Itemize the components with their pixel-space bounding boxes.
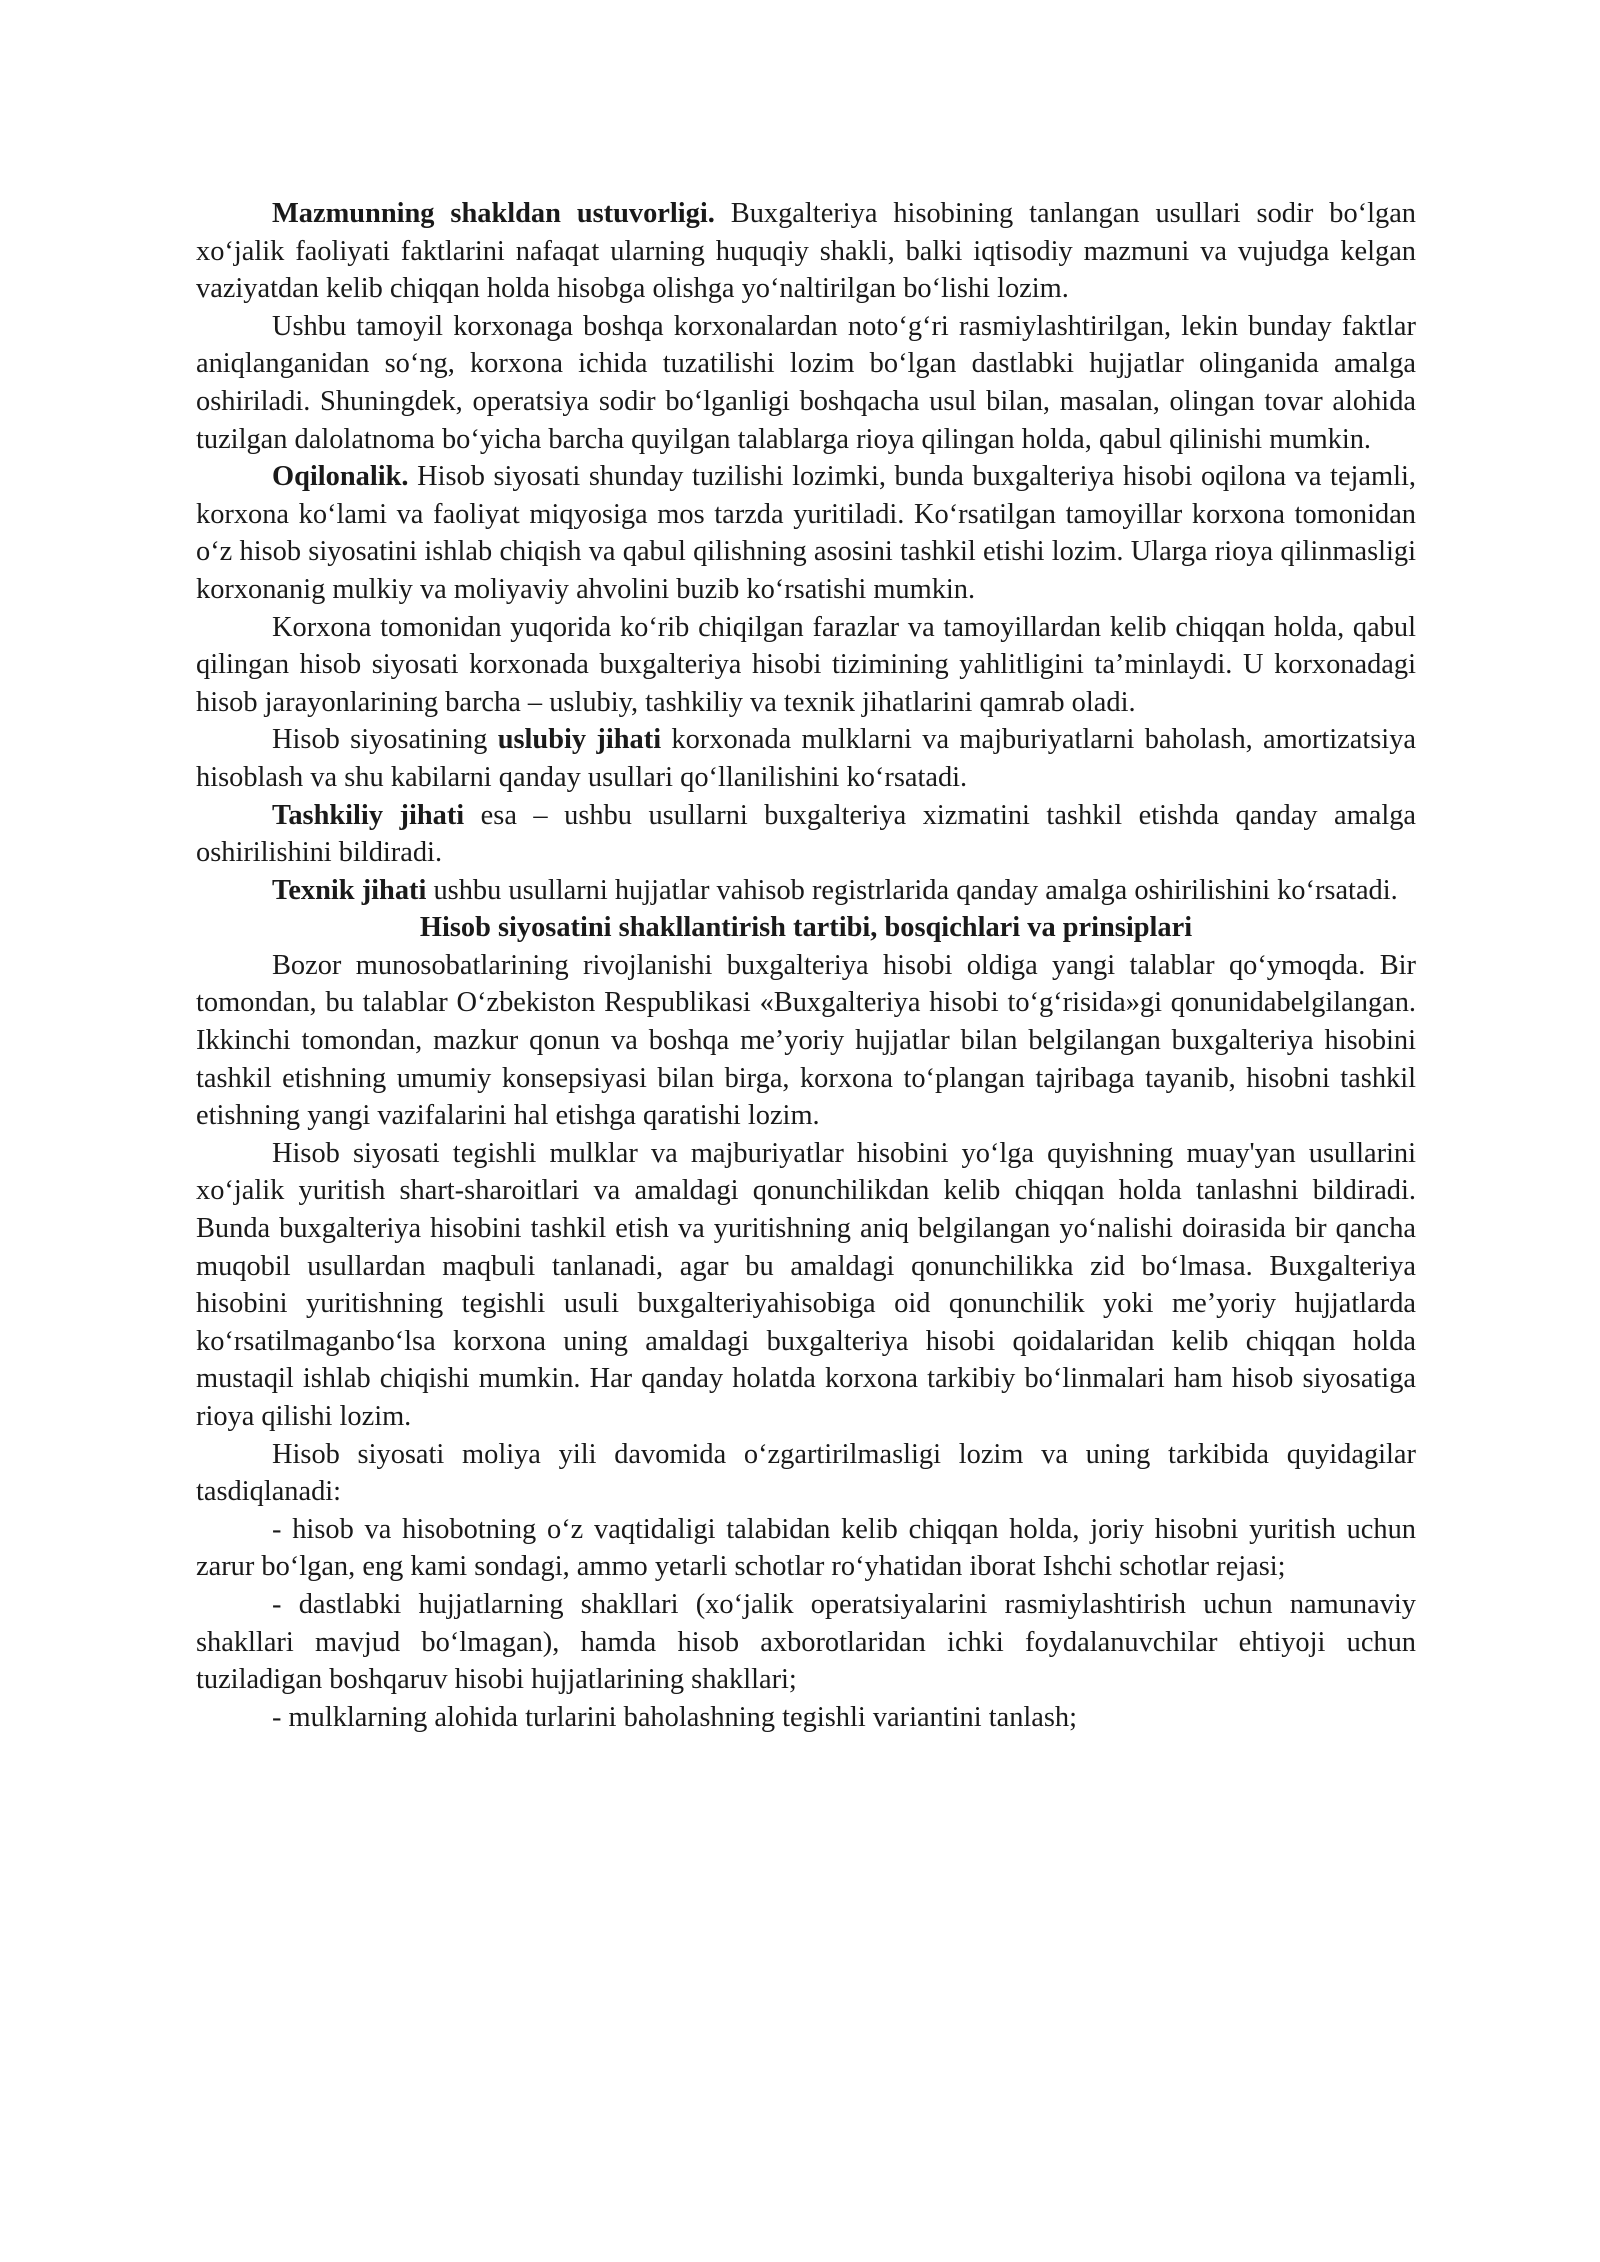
paragraph-substance-over-form	[196, 195, 1416, 308]
paragraph-policy-selection: Hisob siyosati tegishli mulklar va majburiyatlar hisobini yo‘lga quyishning muay'yan usullarini xo‘jalik yuritish shart-sharoitlari va amaldagi qonunchilikdan kelib chiqqan holda tanlashni bildiradi. Bunda buxgalteriya hisobini tashkil etish va yuritishning aniq belgilangan yo‘nalishi doirasida bir qancha muqobil usullardan maqbuli tanlanadi, agar bu amaldagi qonunchilikka zid bo‘lmasa. Buxgalteriya hisobini yuritishning tegishli usuli buxgalteriyahisobiga oid qonunchilik yoki me’yoriy hujjatlarda ko‘rsatilmaganbo‘lsa korxona uning amaldagi buxgalteriya hisobi qoidalaridan kelib chiqqan holda mustaqil ishlab chiqishi mumkin. Har qanday holatda korxona tarkibiy bo‘linmalari ham hisob siyosatiga rioya qilishi lozim.	[196, 1137, 1416, 1432]
paragraph-policy-contents: Hisob siyosati moliya yili davomida o‘zgartirilmasligi lozim va uning tarkibida quyidagilar tasdiqlanadi:	[196, 1438, 1416, 1508]
paragraph-text: Hisob siyosatining	[272, 724, 498, 756]
term-rationality: Oqilonalik.	[272, 461, 409, 493]
paragraph-text: ushbu usullarni hujjatlar vahisob registrlarida qanday amalga oshirilishini ko‘rsatadi.	[426, 874, 1398, 906]
term-substance-over-form: Mazmunning shakldan ustuvorligi.	[272, 198, 715, 229]
paragraph-text: esa – ushbu usullarni buxgalteriya xizmatini tashkil etishda qanday amalga oshirilishini bildiradi.	[196, 799, 1416, 869]
paragraph-accounting-policy-integrity: Korxona tomonidan yuqorida ko‘rib chiqilgan farazlar va tamoyillardan kelib chiqqan holda, qabul qilingan hisob siyosati korxonada buxgalteriya hisobi tizimining yahlitligini ta’minlaydi. U korxonadagi hisob jarayonlarining barcha – uslubiy, tashkiliy va texnik jihatlarini qamrab oladi.	[196, 611, 1416, 718]
paragraph-market-relations: Bozor munosobatlarining rivojlanishi buxgalteriya hisobi oldiga yangi talablar qo‘ymoqda. Bir tomondan, bu talablar O‘zbekiston Respublikasi «Buxgalteriya hisobi to‘g‘risida»gi qonunidabelgilangan. Ikkinchi tomondan, mazkur qonun va boshqa me’yoriy hujjatlar bilan belgilangan buxgalteriya hisobini tashkil etishning umumiy konsepsiyasi bilan birga, korxona to‘plangan tajribaga tayanib, hisobni tashkil etishning yangi vazifalarini hal etishga qaratishi lozim.	[196, 949, 1416, 1132]
list-item-chart-of-accounts: - hisob va hisobotning o‘z vaqtidaligi talabidan kelib chiqqan holda, joriy hisobni yuritish uchun zarur bo‘lgan, eng kami sondagi, ammo yetarli schotlar ro‘yhatidan iborat Ishchi schotlar rejasi;	[196, 1513, 1416, 1583]
paragraph-organizational-aspect	[196, 797, 1416, 872]
paragraph-rationality	[196, 458, 1416, 608]
paragraph-technical-aspect	[196, 872, 1416, 910]
section-heading: Hisob siyosatini shakllantirish tartibi, bosqichlari va prinsiplari	[419, 912, 1193, 944]
document-page	[196, 195, 1416, 1736]
paragraph-methodological-aspect	[196, 721, 1416, 796]
list-item-valuation-variant: - mulklarning alohida turlarini baholashning tegishli variantini tanlash;	[272, 1701, 1078, 1733]
term-organizational-aspect: Tashkiliy jihati	[272, 799, 465, 831]
paragraph-text: Buxgalteriya hisobining tanlangan usullari sodir bo‘lgan xo‘jalik faoliyati faktlarini nafaqat ularning huquqiy shakli, balki iqtisodiy mazmuni va vujudga kelgan vaziyatdan kelib chiqqan holda hisobga olishga yo‘naltirilgan bo‘lishi lozim.	[196, 198, 1416, 305]
list-item-document-forms: - dastlabki hujjatlarning shakllari (xo‘jalik operatsiyalarini rasmiylashtirish uchun namunaviy shakllari mavjud bo‘lmagan), hamda hisob axborotlaridan ichki foydalanuvchilar ehtiyoji uchun tuziladigan boshqaruv hisobi hujjatlarining shakllari;	[196, 1588, 1416, 1696]
term-methodological-aspect: uslubiy jihati	[497, 724, 662, 756]
term-technical-aspect: Texnik jihati	[272, 874, 427, 906]
paragraph-text: Hisob siyosati shunday tuzilishi lozimki, bunda buxgalteriya hisobi oqilona va tejamli, korxona ko‘lami va faoliyat miqyosiga mos tarzda yuritiladi. Ko‘rsatilgan tamoyillar korxona tomonidan o‘z hisob siyosatini ishlab chiqish va qabul qilishning asosini tashkil etishi lozim. Ularga rioya qilinmasligi korxonanig mulkiy va moliyaviy ahvolini buzib ko‘rsatishi mumkin.	[196, 461, 1416, 605]
paragraph-principle-application: Ushbu tamoyil korxonaga boshqa korxonalardan noto‘g‘ri rasmiylashtirilgan, lekin bunday faktlar aniqlanganidan so‘ng, korxona ichida tuzatilishi lozim bo‘lgan dastlabki hujjatlar olinganida amalga oshiriladi. Shuningdek, operatsiya sodir bo‘lganligi boshqacha usul bilan, masalan, olingan tovar alohida tuzilgan dalolatnoma bo‘yicha barcha quyilgan talablarga rioya qilingan holda, qabul qilinishi mumkin.	[196, 310, 1416, 455]
paragraph-text: korxonada mulklarni va majburiyatlarni baholash, amortizatsiya hisoblash va shu kabilarni qanday usullari qo‘llanilishini ko‘rsatadi.	[196, 724, 1416, 793]
